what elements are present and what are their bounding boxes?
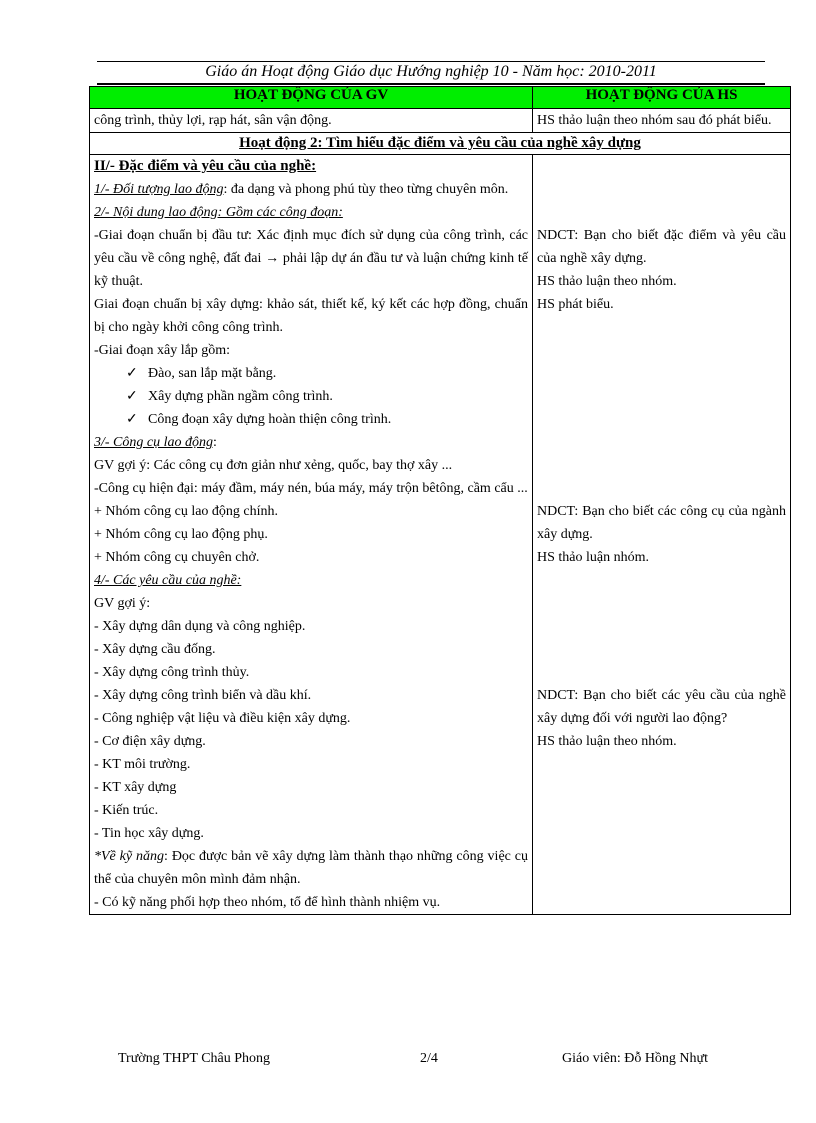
list-item: - Công nghiệp vật liệu và điều kiện xây dựng.: [94, 711, 351, 726]
list-item: - Xây dựng dân dụng và công nghiệp.: [94, 619, 306, 634]
list-item: - Xây dựng công trình biển và dầu khí.: [94, 688, 312, 703]
hs-paragraph: HS phát biểu.: [537, 297, 614, 312]
lesson-table: [89, 86, 791, 915]
gv-cell: công trình, thủy lợi, rạp hát, sân vận động.: [90, 109, 533, 133]
spacer: [537, 615, 786, 638]
spacer: [537, 385, 786, 408]
spacer: [537, 316, 786, 339]
spacer: [537, 569, 786, 592]
hs-paragraph: HS thảo luận theo nhóm.: [537, 734, 677, 749]
subsection-heading: 4/- Các yêu cầu của nghề:: [94, 573, 242, 588]
list-item: - KT xây dựng: [94, 780, 177, 795]
paragraph: GV gợi ý: Các công cụ đơn giản như xẻng, quốc, bay thợ xây ...: [94, 458, 453, 473]
gv-content-cell: [90, 155, 533, 915]
hs-paragraph: NDCT: Bạn cho biết các công cụ của ngành xây dựng.: [537, 504, 786, 542]
activity-label: Hoạt động 2: Tìm hiểu đặc điểm và yêu cầu của nghề xây dựng: [239, 135, 641, 151]
checkmark-icon: ✓: [126, 389, 138, 404]
paragraph: [94, 431, 528, 454]
footer-teacher: Giáo viên: Đỗ Hồng Nhựt: [562, 1051, 709, 1066]
list-item: - Xây dựng công trình thủy.: [94, 665, 250, 680]
subsection-heading: 3/- Công cụ lao động: [94, 435, 213, 450]
spacer: [537, 592, 786, 615]
list-item: - Xây dựng cầu đống.: [94, 642, 216, 657]
list-item: - KT môi trường.: [94, 757, 191, 772]
checklist-item: [94, 362, 528, 385]
checkmark-icon: ✓: [126, 412, 138, 427]
table-row: [90, 155, 791, 915]
paragraph: + Nhóm công cụ chuyên chở.: [94, 550, 260, 565]
spacer: [537, 339, 786, 362]
spacer: [537, 201, 786, 224]
paragraph-text: : đa dạng và phong phú tùy theo từng chuyên môn.: [223, 182, 509, 197]
hs-paragraph: NDCT: Bạn cho biết đặc điểm và yêu cầu của nghề xây dựng.: [537, 228, 786, 266]
section-title: II/- Đặc điểm và yêu cầu của nghề:: [94, 158, 317, 174]
paragraph: [94, 178, 528, 201]
hs-paragraph: HS thảo luận nhóm.: [537, 550, 649, 565]
paragraph: + Nhóm công cụ lao động phụ.: [94, 527, 268, 542]
hs-paragraph: NDCT: Bạn cho biết các yêu cầu của nghề xây dựng đối với người lao động?: [537, 688, 786, 726]
paragraph: -Giai đoạn chuẩn bị đầu tư: Xác định mục đích sử dụng của công trình, các yêu cầu về công nghệ, đất đai → phải lập dự án đầu tư và luận chứng kinh tế kỹ thuật.: [94, 228, 528, 289]
paragraph: -Giai đoạn xây lắp gồm:: [94, 343, 231, 358]
skill-heading: *Về kỹ năng: [94, 849, 165, 864]
spacer: [537, 431, 786, 454]
paragraph: [94, 845, 528, 891]
spacer: [537, 362, 786, 385]
checklist-text: Xây dựng phần ngầm công trình.: [148, 389, 333, 404]
paragraph: Giai đoạn chuẩn bị xây dựng: khảo sát, thiết kế, ký kết các hợp đồng, chuẩn bị cho ngày khởi công công trình.: [94, 297, 528, 335]
activity-title: [90, 133, 791, 155]
heading-colon: :: [213, 435, 217, 450]
header-rule-bottom: [97, 83, 765, 85]
column-header-gv: HOẠT ĐỘNG CỦA GV: [90, 87, 533, 109]
subsection-heading: 2/- Nội dung lao động: Gồm các công đoạn:: [94, 205, 343, 220]
footer-page-number: 2/4: [420, 1051, 438, 1066]
spacer: [537, 454, 786, 477]
spacer: [537, 661, 786, 684]
header-title: Giáo án Hoạt động Giáo dục Hướng nghiệp 10 - Năm học: 2010-2011: [205, 63, 657, 80]
spacer: [537, 638, 786, 661]
paragraph: GV gợi ý:: [94, 596, 151, 611]
paragraph: -Công cụ hiện đại: máy đầm, máy nén, búa máy, máy trộn bêtông, cầm cẩu ...: [94, 481, 528, 496]
spacer: [537, 477, 786, 500]
hs-cell: HS thảo luận theo nhóm sau đó phát biểu.: [533, 109, 791, 133]
footer-school: Trường THPT Châu Phong: [118, 1051, 271, 1066]
table-header-row: [90, 87, 791, 109]
subsection-heading: 1/- Đối tượng lao động: [94, 182, 224, 197]
spacer: [537, 408, 786, 431]
checklist-item: [94, 385, 528, 408]
checklist-item: [94, 408, 528, 431]
hs-paragraph: HS thảo luận theo nhóm.: [537, 274, 677, 289]
list-item: - Tin học xây dựng.: [94, 826, 204, 841]
checklist-text: Công đoạn xây dựng hoàn thiện công trình.: [148, 412, 392, 427]
checklist-text: Đào, san lắp mặt bằng.: [148, 366, 277, 381]
paragraph: - Có kỹ năng phối hợp theo nhóm, tổ để hình thành nhiệm vụ.: [94, 895, 441, 910]
hs-content-cell: [533, 155, 791, 915]
column-header-hs: HOẠT ĐỘNG CỦA HS: [533, 87, 791, 109]
spacer: [537, 178, 786, 201]
list-item: - Kiến trúc.: [94, 803, 159, 818]
spacer: [537, 155, 786, 178]
activity-header-row: [90, 133, 791, 155]
checkmark-icon: ✓: [126, 366, 138, 381]
paragraph-text: : Đọc được bản vẽ xây dựng làm thành thạo những công việc cụ thể của chuyên môn mình đảm nhận.: [94, 849, 528, 887]
list-item: - Cơ điện xây dựng.: [94, 734, 206, 749]
table-row: [90, 109, 791, 133]
paragraph: + Nhóm công cụ lao động chính.: [94, 504, 279, 519]
